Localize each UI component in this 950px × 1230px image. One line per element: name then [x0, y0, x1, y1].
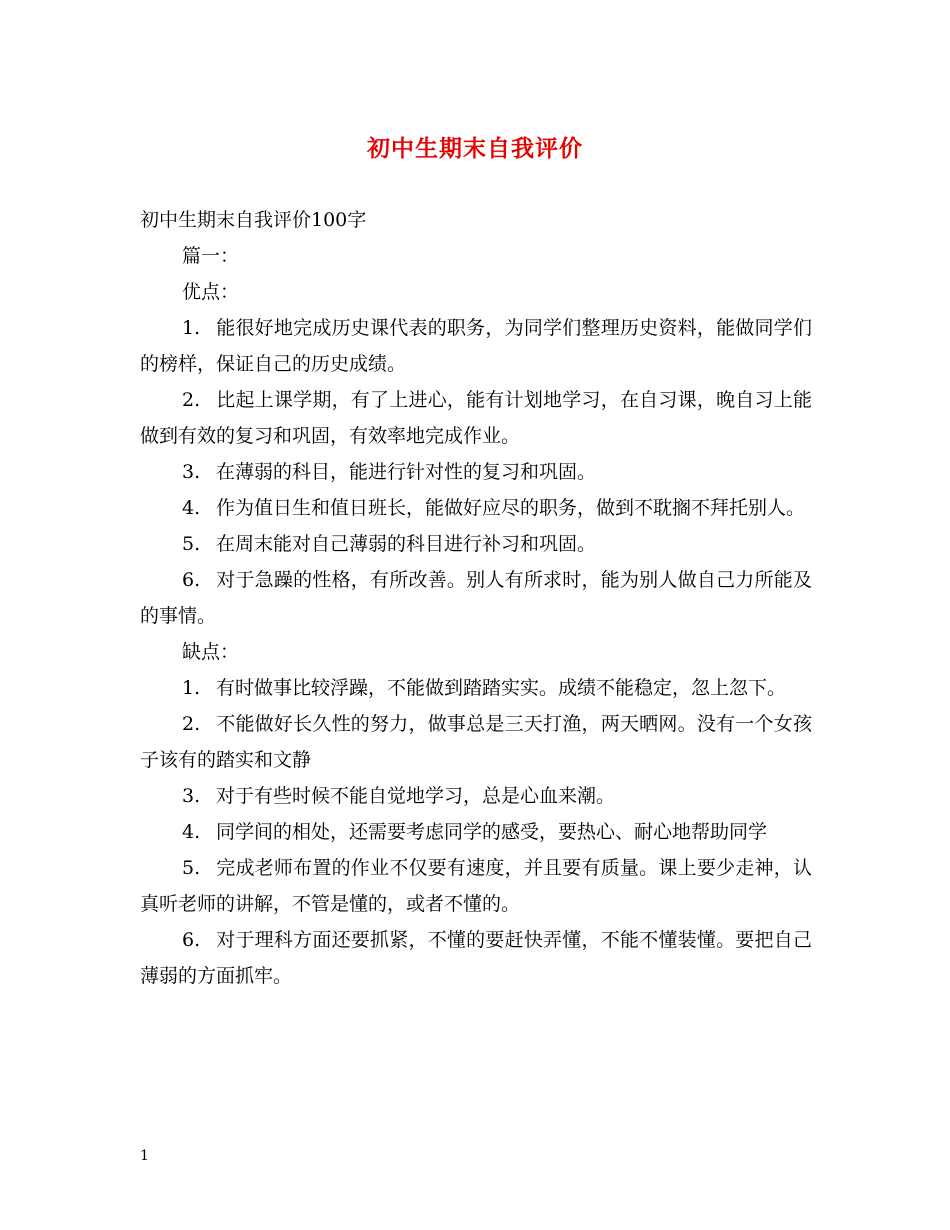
- list-item: [140, 454, 812, 490]
- item-number: 6.: [182, 929, 201, 951]
- item-text: 对于急躁的性格，有所改善。别人有所求时，能为别人做自己力所能及的事情。: [140, 569, 812, 627]
- item-text: 对于有些时候不能自觉地学习，总是心血来潮。: [216, 785, 616, 807]
- list-item: [140, 490, 812, 526]
- item-text: 比起上课学期，有了上进心，能有计划地学习，在自习课，晚自习上能做到有效的复习和巩固，有效率地完成作业。: [140, 389, 812, 447]
- document-body: [140, 202, 812, 994]
- list-item: [140, 310, 812, 382]
- item-number: 6.: [182, 569, 201, 591]
- strengths-heading: 优点：: [182, 281, 240, 303]
- list-item: [140, 526, 812, 562]
- list-item: [140, 562, 812, 634]
- list-item: [140, 706, 812, 778]
- list-item: [140, 670, 812, 706]
- item-text: 作为值日生和值日班长，能做好应尽的职务，做到不耽搁不拜托别人。: [216, 497, 806, 519]
- item-number: 5.: [182, 857, 201, 879]
- list-item: [140, 382, 812, 454]
- item-number: 3.: [182, 785, 201, 807]
- item-text: 有时做事比较浮躁，不能做到踏踏实实。成绩不能稳定，忽上忽下。: [216, 677, 787, 699]
- item-text: 能很好地完成历史课代表的职务，为同学们整理历史资料，能做同学们的榜样，保证自己的历史成绩。: [140, 317, 812, 375]
- item-text: 对于理科方面还要抓紧，不懂的要赶快弄懂，不能不懂装懂。要把自己薄弱的方面抓牢。: [140, 929, 812, 987]
- document-subtitle: 初中生期末自我评价100字: [140, 209, 367, 231]
- item-number: 2.: [182, 389, 201, 411]
- section-label: 篇一：: [182, 245, 240, 267]
- item-text: 不能做好长久性的努力，做事总是三天打渔，两天晒网。没有一个女孩子该有的踏实和文静: [140, 713, 812, 771]
- item-number: 4.: [182, 497, 201, 519]
- item-number: 3.: [182, 461, 201, 483]
- document-title: 初中生期末自我评价: [367, 135, 583, 162]
- item-number: 4.: [182, 821, 201, 843]
- list-item: [140, 814, 812, 850]
- page-number: 1: [140, 1148, 149, 1164]
- weaknesses-heading: 缺点：: [182, 641, 240, 663]
- item-number: 1.: [182, 317, 201, 339]
- item-text: 在周末能对自己薄弱的科目进行补习和巩固。: [216, 533, 597, 555]
- item-number: 5.: [182, 533, 201, 555]
- item-text: 完成老师布置的作业不仅要有速度，并且要有质量。课上要少走神，认真听老师的讲解，不管是懂的，或者不懂的。: [140, 857, 812, 915]
- item-text: 同学间的相处，还需要考虑同学的感受，要热心、耐心地帮助同学: [216, 821, 768, 843]
- item-number: 1.: [182, 677, 201, 699]
- list-item: [140, 922, 812, 994]
- list-item: [140, 850, 812, 922]
- item-number: 2.: [182, 713, 201, 735]
- list-item: [140, 778, 812, 814]
- item-text: 在薄弱的科目，能进行针对性的复习和巩固。: [216, 461, 597, 483]
